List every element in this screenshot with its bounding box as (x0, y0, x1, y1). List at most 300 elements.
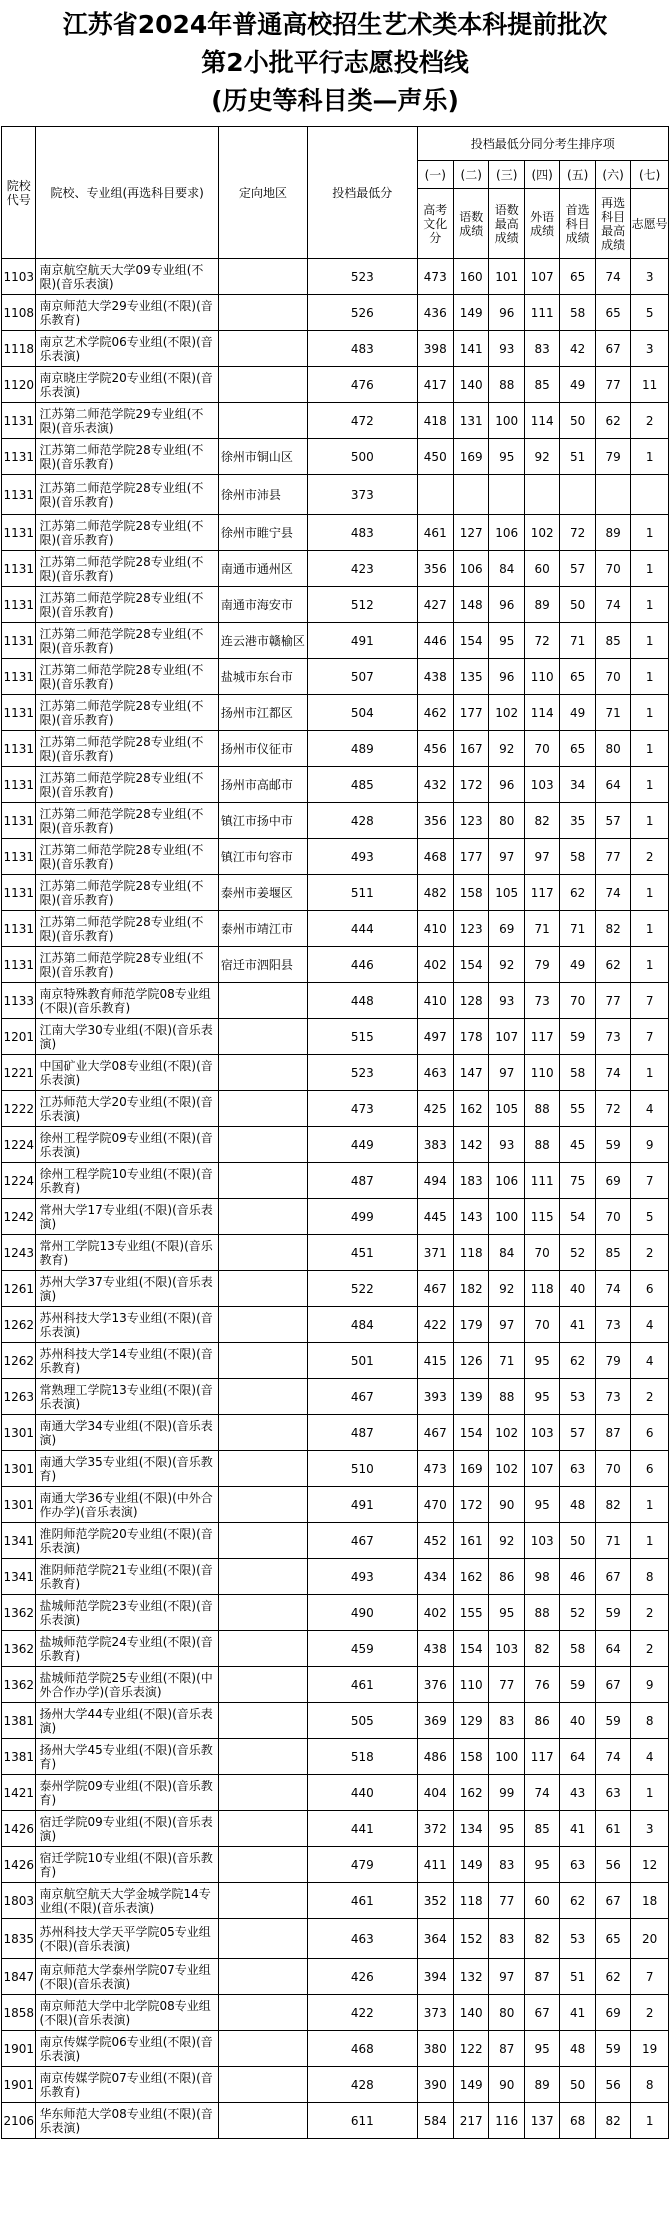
cell-tiebreak-3: 102 (489, 1415, 524, 1451)
cell-tiebreak-1: 427 (417, 587, 453, 623)
cell-tiebreak-4: 95 (524, 2031, 559, 2067)
cell-tiebreak-7: 1 (631, 659, 669, 695)
cell-min-score: 489 (308, 731, 417, 767)
cell-tiebreak-3: 90 (489, 1487, 524, 1523)
cell-region (218, 259, 307, 295)
cell-tiebreak-1: 467 (417, 1271, 453, 1307)
cell-tiebreak-6: 77 (595, 983, 630, 1019)
cell-tiebreak-5: 57 (560, 551, 595, 587)
cell-tiebreak-7: 1 (631, 695, 669, 731)
table-row (2, 1235, 669, 1271)
cell-tiebreak-3: 102 (489, 695, 524, 731)
cell-tiebreak-5: 35 (560, 803, 595, 839)
cell-min-score: 511 (308, 875, 417, 911)
cell-region: 徐州市睢宁县 (218, 515, 307, 551)
cell-min-score: 523 (308, 1055, 417, 1091)
cell-tiebreak-2: 217 (454, 2103, 489, 2139)
title-line-3: (历史等科目类—声乐) (211, 86, 459, 115)
cell-tiebreak-6: 65 (595, 1919, 630, 1959)
cell-region (218, 1523, 307, 1559)
cell-tiebreak-2: 162 (454, 1559, 489, 1595)
cell-tiebreak-3: 96 (489, 767, 524, 803)
cell-school-group: 江苏第二师范学院28专业组(不限)(音乐教育) (36, 839, 218, 875)
cell-min-score: 461 (308, 1667, 417, 1703)
cell-tiebreak-2: 126 (454, 1343, 489, 1379)
cell-tiebreak-1: 393 (417, 1379, 453, 1415)
cell-school-group: 淮阴师范学院21专业组(不限)(音乐教育) (36, 1559, 218, 1595)
cell-region (218, 1667, 307, 1703)
cell-tiebreak-1: 425 (417, 1091, 453, 1127)
table-row (2, 1959, 669, 1995)
cell-tiebreak-3: 100 (489, 403, 524, 439)
cell-tiebreak-4: 73 (524, 983, 559, 1019)
cell-region: 泰州市靖江市 (218, 911, 307, 947)
cell-school-group: 江苏第二师范学院29专业组(不限)(音乐表演) (36, 403, 218, 439)
cell-tiebreak-4: 88 (524, 1091, 559, 1127)
cell-school-code: 1381 (2, 1703, 36, 1739)
cell-tiebreak-7: 5 (631, 295, 669, 331)
cell-min-score: 505 (308, 1703, 417, 1739)
cell-tiebreak-4: 95 (524, 1379, 559, 1415)
cell-tiebreak-4: 88 (524, 1595, 559, 1631)
cell-tiebreak-7: 20 (631, 1919, 669, 1959)
cell-min-score: 487 (308, 1415, 417, 1451)
header-n5: (五) (560, 161, 595, 189)
table-row (2, 875, 669, 911)
cell-tiebreak-6: 59 (595, 1127, 630, 1163)
cell-tiebreak-7: 7 (631, 983, 669, 1019)
cell-school-group: 江苏第二师范学院28专业组(不限)(音乐教育) (36, 875, 218, 911)
table-row (2, 1883, 669, 1919)
cell-region (218, 1959, 307, 1995)
cell-tiebreak-7: 4 (631, 1739, 669, 1775)
cell-tiebreak-1 (417, 475, 453, 515)
table-row (2, 1703, 669, 1739)
cell-school-group: 徐州工程学院10专业组(不限)(音乐教育) (36, 1163, 218, 1199)
cell-school-code: 1131 (2, 551, 36, 587)
cell-region (218, 2067, 307, 2103)
cell-min-score: 512 (308, 587, 417, 623)
cell-tiebreak-3: 106 (489, 515, 524, 551)
cell-tiebreak-5: 55 (560, 1091, 595, 1127)
cell-tiebreak-1: 494 (417, 1163, 453, 1199)
cell-tiebreak-4: 102 (524, 515, 559, 551)
cell-tiebreak-1: 462 (417, 695, 453, 731)
cell-region (218, 1055, 307, 1091)
cell-tiebreak-6: 73 (595, 1379, 630, 1415)
cell-tiebreak-2: 132 (454, 1959, 489, 1995)
cell-tiebreak-6: 70 (595, 659, 630, 695)
cell-tiebreak-6: 57 (595, 803, 630, 839)
cell-school-code: 1901 (2, 2031, 36, 2067)
cell-region (218, 1415, 307, 1451)
cell-tiebreak-2: 154 (454, 947, 489, 983)
cell-tiebreak-4: 107 (524, 259, 559, 295)
cell-tiebreak-3: 93 (489, 331, 524, 367)
cell-tiebreak-3: 87 (489, 2031, 524, 2067)
cell-tiebreak-1: 415 (417, 1343, 453, 1379)
cell-school-code: 1131 (2, 839, 36, 875)
cell-min-score: 484 (308, 1307, 417, 1343)
cell-tiebreak-1: 452 (417, 1523, 453, 1559)
cell-tiebreak-6: 82 (595, 1487, 630, 1523)
cell-tiebreak-1: 446 (417, 623, 453, 659)
cell-min-score: 428 (308, 2067, 417, 2103)
cell-tiebreak-3: 86 (489, 1559, 524, 1595)
cell-tiebreak-5: 49 (560, 367, 595, 403)
cell-tiebreak-4: 86 (524, 1703, 559, 1739)
cell-school-group: 江苏第二师范学院28专业组(不限)(音乐教育) (36, 947, 218, 983)
cell-tiebreak-2: 123 (454, 803, 489, 839)
cell-tiebreak-2: 161 (454, 1523, 489, 1559)
cell-school-code: 1362 (2, 1595, 36, 1631)
cell-region: 徐州市沛县 (218, 475, 307, 515)
cell-tiebreak-3: 88 (489, 1379, 524, 1415)
cell-tiebreak-2: 118 (454, 1235, 489, 1271)
cell-tiebreak-4: 88 (524, 1127, 559, 1163)
cell-tiebreak-5: 58 (560, 295, 595, 331)
header-s2: 语数成绩 (454, 189, 489, 259)
cell-min-score: 426 (308, 1959, 417, 1995)
table-row (2, 2067, 669, 2103)
table-row (2, 695, 669, 731)
cell-tiebreak-3: 93 (489, 983, 524, 1019)
cell-tiebreak-4: 92 (524, 439, 559, 475)
table-row (2, 1595, 669, 1631)
cell-tiebreak-5: 54 (560, 1199, 595, 1235)
cell-tiebreak-2: 155 (454, 1595, 489, 1631)
cell-min-score: 523 (308, 259, 417, 295)
cell-school-code: 1131 (2, 911, 36, 947)
cell-tiebreak-2: 167 (454, 731, 489, 767)
cell-tiebreak-4: 117 (524, 1019, 559, 1055)
cell-tiebreak-5: 48 (560, 1487, 595, 1523)
cell-tiebreak-5: 58 (560, 839, 595, 875)
cell-tiebreak-4: 110 (524, 1055, 559, 1091)
cell-tiebreak-6: 64 (595, 767, 630, 803)
cell-tiebreak-5: 41 (560, 1995, 595, 2031)
cell-min-score: 446 (308, 947, 417, 983)
title-line-1: 江苏省2024年普通高校招生艺术类本科提前批次 (62, 10, 608, 39)
cell-tiebreak-6: 77 (595, 839, 630, 875)
cell-region (218, 1811, 307, 1847)
cell-tiebreak-6: 64 (595, 1631, 630, 1667)
cell-tiebreak-1: 417 (417, 367, 453, 403)
cell-tiebreak-4: 98 (524, 1559, 559, 1595)
cell-tiebreak-3: 84 (489, 1235, 524, 1271)
cell-school-group: 泰州学院09专业组(不限)(音乐教育) (36, 1775, 218, 1811)
cell-tiebreak-6: 82 (595, 2103, 630, 2139)
cell-school-group: 华东师范大学08专业组(不限)(音乐表演) (36, 2103, 218, 2139)
cell-tiebreak-6: 80 (595, 731, 630, 767)
cell-school-group: 江苏第二师范学院28专业组(不限)(音乐教育) (36, 695, 218, 731)
cell-school-group: 扬州大学45专业组(不限)(音乐教育) (36, 1739, 218, 1775)
cell-tiebreak-5: 75 (560, 1163, 595, 1199)
cell-tiebreak-1: 402 (417, 1595, 453, 1631)
table-row (2, 803, 669, 839)
cell-tiebreak-7: 7 (631, 1959, 669, 1995)
cell-region (218, 1739, 307, 1775)
cell-tiebreak-1: 402 (417, 947, 453, 983)
cell-tiebreak-5: 71 (560, 911, 595, 947)
cell-min-score: 423 (308, 551, 417, 587)
cell-region: 泰州市姜堰区 (218, 875, 307, 911)
cell-school-group: 江苏第二师范学院28专业组(不限)(音乐教育) (36, 439, 218, 475)
cell-tiebreak-1: 438 (417, 659, 453, 695)
cell-tiebreak-1: 461 (417, 515, 453, 551)
cell-tiebreak-1: 418 (417, 403, 453, 439)
cell-min-score: 526 (308, 295, 417, 331)
table-row (2, 331, 669, 367)
cell-school-code: 1131 (2, 947, 36, 983)
header-tiebreak-group: 投档最低分同分考生排序项 (417, 127, 668, 161)
cell-school-code: 1120 (2, 367, 36, 403)
cell-tiebreak-4: 89 (524, 587, 559, 623)
table-row (2, 367, 669, 403)
table-row (2, 1091, 669, 1127)
cell-region (218, 1847, 307, 1883)
cell-tiebreak-1: 422 (417, 1307, 453, 1343)
cell-tiebreak-2: 140 (454, 367, 489, 403)
header-s4: 外语成绩 (524, 189, 559, 259)
cell-school-code: 1108 (2, 295, 36, 331)
cell-tiebreak-6: 70 (595, 551, 630, 587)
table-row (2, 1995, 669, 2031)
cell-tiebreak-3: 116 (489, 2103, 524, 2139)
cell-min-score: 483 (308, 331, 417, 367)
cell-tiebreak-6: 63 (595, 1775, 630, 1811)
cell-tiebreak-4: 103 (524, 1415, 559, 1451)
cell-tiebreak-7: 1 (631, 767, 669, 803)
table-row (2, 839, 669, 875)
cell-region: 镇江市句容市 (218, 839, 307, 875)
cell-min-score: 459 (308, 1631, 417, 1667)
cell-tiebreak-1: 473 (417, 259, 453, 295)
cell-tiebreak-1: 410 (417, 983, 453, 1019)
cell-tiebreak-6: 56 (595, 1847, 630, 1883)
cell-school-group: 苏州科技大学14专业组(不限)(音乐教育) (36, 1343, 218, 1379)
cell-tiebreak-2: 110 (454, 1667, 489, 1703)
cell-tiebreak-2: 158 (454, 875, 489, 911)
cell-tiebreak-7: 6 (631, 1271, 669, 1307)
cell-region: 盐城市东台市 (218, 659, 307, 695)
cell-school-group: 江苏第二师范学院28专业组(不限)(音乐教育) (36, 623, 218, 659)
cell-tiebreak-2: 135 (454, 659, 489, 695)
cell-tiebreak-1: 394 (417, 1959, 453, 1995)
cell-tiebreak-7: 1 (631, 515, 669, 551)
cell-tiebreak-4: 117 (524, 1739, 559, 1775)
cell-tiebreak-6: 56 (595, 2067, 630, 2103)
cell-region (218, 1091, 307, 1127)
cell-region (218, 1163, 307, 1199)
cell-tiebreak-3: 80 (489, 803, 524, 839)
cell-tiebreak-1: 404 (417, 1775, 453, 1811)
cell-tiebreak-6: 67 (595, 331, 630, 367)
cell-tiebreak-6: 67 (595, 1883, 630, 1919)
cell-tiebreak-5: 50 (560, 403, 595, 439)
table-row (2, 1199, 669, 1235)
cell-tiebreak-7: 1 (631, 551, 669, 587)
cell-region (218, 1235, 307, 1271)
header-region: 定向地区 (218, 127, 307, 259)
cell-school-code: 1847 (2, 1959, 36, 1995)
cell-tiebreak-1: 372 (417, 1811, 453, 1847)
cell-min-score: 422 (308, 1995, 417, 2031)
cell-tiebreak-5: 51 (560, 439, 595, 475)
cell-tiebreak-2: 142 (454, 1127, 489, 1163)
cell-tiebreak-4: 111 (524, 295, 559, 331)
cell-tiebreak-1: 410 (417, 911, 453, 947)
cell-region: 扬州市高邮市 (218, 767, 307, 803)
cell-tiebreak-2: 122 (454, 2031, 489, 2067)
cell-tiebreak-6: 72 (595, 1091, 630, 1127)
cell-school-group: 盐城师范学院25专业组(不限)(中外合作办学)(音乐表演) (36, 1667, 218, 1703)
cell-min-score: 467 (308, 1379, 417, 1415)
cell-tiebreak-6: 74 (595, 1055, 630, 1091)
cell-tiebreak-1: 463 (417, 1055, 453, 1091)
cell-tiebreak-6: 74 (595, 1739, 630, 1775)
cell-tiebreak-2: 178 (454, 1019, 489, 1055)
cell-region: 南通市通州区 (218, 551, 307, 587)
cell-tiebreak-2: 154 (454, 1631, 489, 1667)
cell-tiebreak-6: 62 (595, 947, 630, 983)
cell-tiebreak-2: 177 (454, 839, 489, 875)
cell-tiebreak-1: 467 (417, 1415, 453, 1451)
cell-min-score: 500 (308, 439, 417, 475)
cell-tiebreak-3: 103 (489, 1631, 524, 1667)
cell-region: 镇江市扬中市 (218, 803, 307, 839)
cell-school-code: 1263 (2, 1379, 36, 1415)
cell-tiebreak-7: 9 (631, 1127, 669, 1163)
cell-tiebreak-7: 2 (631, 1995, 669, 2031)
table-row (2, 1379, 669, 1415)
cell-tiebreak-3: 92 (489, 731, 524, 767)
cell-school-code: 1381 (2, 1739, 36, 1775)
cell-tiebreak-3: 92 (489, 947, 524, 983)
cell-school-code: 1341 (2, 1559, 36, 1595)
header-s6: 再选科目最高成绩 (595, 189, 630, 259)
cell-school-code: 1131 (2, 767, 36, 803)
cell-school-group: 江苏第二师范学院28专业组(不限)(音乐教育) (36, 551, 218, 587)
cell-tiebreak-3: 97 (489, 1307, 524, 1343)
cell-tiebreak-3: 99 (489, 1775, 524, 1811)
cell-region (218, 367, 307, 403)
cell-tiebreak-1: 456 (417, 731, 453, 767)
header-n2: (二) (454, 161, 489, 189)
cell-tiebreak-4: 103 (524, 1523, 559, 1559)
cell-tiebreak-2: 123 (454, 911, 489, 947)
cell-tiebreak-4: 60 (524, 551, 559, 587)
cell-school-group: 常熟理工学院13专业组(不限)(音乐表演) (36, 1379, 218, 1415)
cell-tiebreak-5: 57 (560, 1415, 595, 1451)
cell-region: 扬州市江都区 (218, 695, 307, 731)
cell-region (218, 1631, 307, 1667)
cell-school-group: 南京传媒学院06专业组(不限)(音乐表演) (36, 2031, 218, 2067)
cell-tiebreak-2: 147 (454, 1055, 489, 1091)
cell-tiebreak-1: 470 (417, 1487, 453, 1523)
cell-tiebreak-5: 64 (560, 1739, 595, 1775)
cell-tiebreak-1: 356 (417, 803, 453, 839)
cell-tiebreak-6: 74 (595, 259, 630, 295)
cell-tiebreak-4: 114 (524, 403, 559, 439)
cell-tiebreak-2: 149 (454, 295, 489, 331)
cell-tiebreak-5: 49 (560, 695, 595, 731)
cell-tiebreak-1: 398 (417, 331, 453, 367)
cell-tiebreak-2: 140 (454, 1995, 489, 2031)
cell-tiebreak-2: 172 (454, 1487, 489, 1523)
cell-school-code: 1221 (2, 1055, 36, 1091)
cell-tiebreak-5: 63 (560, 1847, 595, 1883)
cell-tiebreak-5: 43 (560, 1775, 595, 1811)
cell-school-group: 徐州工程学院09专业组(不限)(音乐表演) (36, 1127, 218, 1163)
cell-tiebreak-1: 438 (417, 1631, 453, 1667)
cell-tiebreak-2: 169 (454, 1451, 489, 1487)
cell-tiebreak-2 (454, 475, 489, 515)
cell-min-score: 522 (308, 1271, 417, 1307)
cell-tiebreak-6: 71 (595, 695, 630, 731)
cell-tiebreak-7: 6 (631, 1451, 669, 1487)
cell-min-score: 490 (308, 1595, 417, 1631)
cell-school-group: 南通大学34专业组(不限)(音乐表演) (36, 1415, 218, 1451)
cell-tiebreak-4: 95 (524, 1487, 559, 1523)
cell-tiebreak-5: 59 (560, 1019, 595, 1055)
cell-tiebreak-4: 87 (524, 1959, 559, 1995)
cell-school-group: 南京航空航天大学金城学院14专业组(不限)(音乐表演) (36, 1883, 218, 1919)
cell-school-code: 1131 (2, 659, 36, 695)
cell-region: 扬州市仪征市 (218, 731, 307, 767)
cell-tiebreak-7: 11 (631, 367, 669, 403)
cell-tiebreak-1: 411 (417, 1847, 453, 1883)
cell-school-group: 南京师范大学泰州学院07专业组(不限)(音乐表演) (36, 1959, 218, 1995)
cell-school-code: 1341 (2, 1523, 36, 1559)
header-min-score: 投档最低分 (308, 127, 417, 259)
cell-tiebreak-7: 8 (631, 1703, 669, 1739)
cell-min-score: 518 (308, 1739, 417, 1775)
cell-tiebreak-3: 96 (489, 587, 524, 623)
table-row (2, 1811, 669, 1847)
cell-tiebreak-2: 162 (454, 1775, 489, 1811)
table-row (2, 403, 669, 439)
table-row (2, 983, 669, 1019)
cell-tiebreak-3: 83 (489, 1847, 524, 1883)
cell-tiebreak-4: 89 (524, 2067, 559, 2103)
cell-tiebreak-2: 183 (454, 1163, 489, 1199)
cell-tiebreak-4: 111 (524, 1163, 559, 1199)
cell-tiebreak-1: 383 (417, 1127, 453, 1163)
cell-min-score: 491 (308, 623, 417, 659)
cell-tiebreak-5: 52 (560, 1235, 595, 1271)
cell-tiebreak-7: 1 (631, 1523, 669, 1559)
cell-school-group: 南京传媒学院07专业组(不限)(音乐教育) (36, 2067, 218, 2103)
cell-tiebreak-4: 82 (524, 1631, 559, 1667)
cell-min-score: 440 (308, 1775, 417, 1811)
cell-tiebreak-2: 148 (454, 587, 489, 623)
cell-tiebreak-5: 65 (560, 259, 595, 295)
cell-tiebreak-7: 6 (631, 1415, 669, 1451)
cell-tiebreak-6 (595, 475, 630, 515)
cell-tiebreak-2: 131 (454, 403, 489, 439)
cell-region (218, 1883, 307, 1919)
cell-tiebreak-4: 115 (524, 1199, 559, 1235)
cell-tiebreak-2: 128 (454, 983, 489, 1019)
cell-tiebreak-7: 2 (631, 403, 669, 439)
table-row (2, 551, 669, 587)
cell-tiebreak-4: 70 (524, 731, 559, 767)
cell-tiebreak-1: 584 (417, 2103, 453, 2139)
cell-region (218, 1307, 307, 1343)
cell-tiebreak-5: 46 (560, 1559, 595, 1595)
cell-tiebreak-2: 118 (454, 1883, 489, 1919)
